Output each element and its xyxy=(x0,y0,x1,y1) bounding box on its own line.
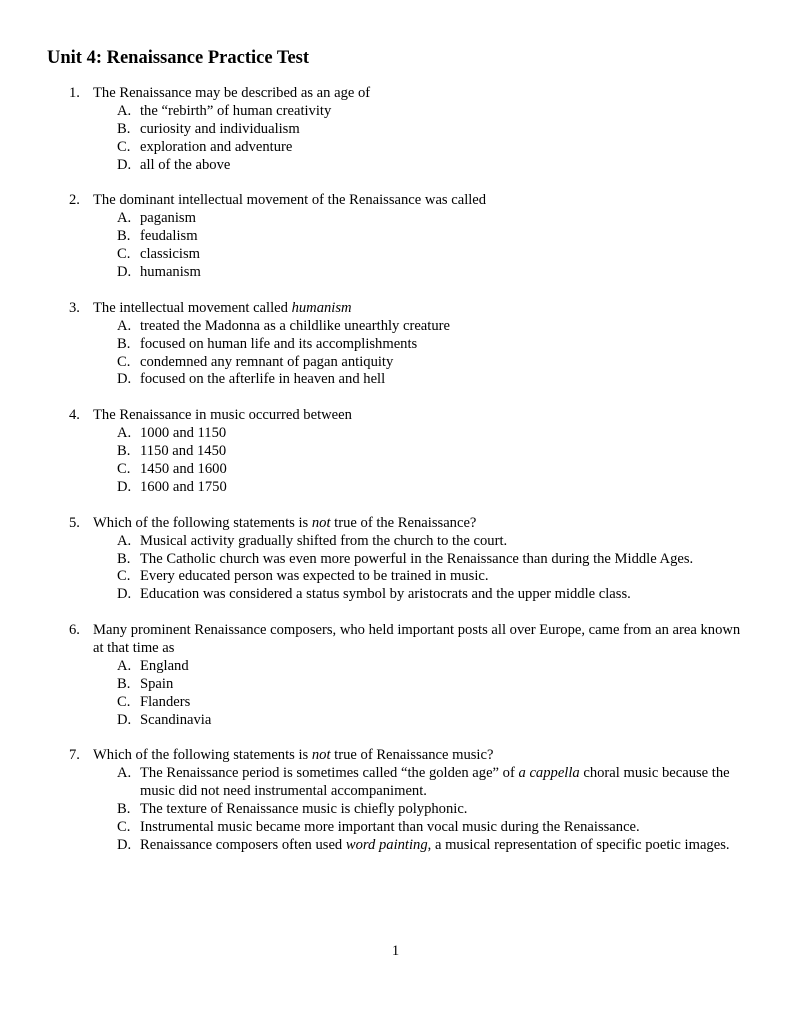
option-text xyxy=(140,479,740,497)
option-text xyxy=(140,246,740,264)
option-letter: B. xyxy=(117,335,131,352)
option-text xyxy=(140,568,740,586)
answer-option xyxy=(0,157,791,175)
answer-option xyxy=(0,801,791,819)
option-letter: B. xyxy=(117,228,131,245)
question-item xyxy=(0,622,791,729)
text-run: 1000 and 1150 xyxy=(140,425,227,442)
text-run: curiosity and individualism xyxy=(140,120,300,137)
page-number: 1 xyxy=(391,943,400,959)
option-text xyxy=(140,586,740,604)
option-letter: A. xyxy=(117,210,132,227)
text-run: classicism xyxy=(140,246,200,263)
question-number: 2. xyxy=(69,192,80,209)
answer-option xyxy=(0,479,791,497)
text-run: condemned any remnant of pagan antiquity xyxy=(140,353,394,370)
option-text xyxy=(140,371,740,389)
answer-option xyxy=(0,819,791,837)
text-run: 1600 and 1750 xyxy=(140,478,227,495)
text-run: Education was considered a status symbol by aristocrats and the upper middle class. xyxy=(140,586,631,603)
answer-option xyxy=(0,712,791,730)
question-item xyxy=(0,300,791,390)
option-list xyxy=(0,103,791,175)
option-text xyxy=(140,139,740,157)
option-text xyxy=(140,264,740,282)
text-run: Renaissance composers often used xyxy=(140,836,346,853)
option-text xyxy=(140,676,740,694)
text-run: The dominant intellectual movement of the Renaissance was called xyxy=(93,192,487,209)
option-text xyxy=(140,228,740,246)
answer-option xyxy=(0,694,791,712)
text-run: all of the above xyxy=(140,156,231,173)
option-letter: B. xyxy=(117,443,131,460)
question-item xyxy=(0,515,791,605)
question-stem xyxy=(93,747,743,765)
option-letter: C. xyxy=(117,819,131,836)
option-letter: D. xyxy=(117,836,132,853)
text-run: The Renaissance may be described as an age of xyxy=(93,85,371,101)
text-run: The Catholic church was even more powerful in the Renaissance than during the Middle Ages. xyxy=(140,550,694,567)
question-stem xyxy=(93,515,743,533)
answer-option xyxy=(0,586,791,604)
text-run: true of the Renaissance? xyxy=(330,514,477,531)
answer-option xyxy=(0,658,791,676)
option-letter: A. xyxy=(117,657,132,674)
option-letter: C. xyxy=(117,460,131,477)
option-letter: C. xyxy=(117,693,131,710)
option-text xyxy=(140,461,740,479)
answer-option xyxy=(0,371,791,389)
option-text xyxy=(140,210,740,228)
text-run: true of Renaissance music? xyxy=(330,747,494,764)
option-letter: A. xyxy=(117,102,132,119)
text-run: feudalism xyxy=(140,228,198,245)
text-run: Musical activity gradually shifted from the church to the court. xyxy=(140,532,508,549)
option-list xyxy=(0,425,791,497)
italic-text-run: humanism xyxy=(291,299,352,316)
italic-text-run: word painting xyxy=(345,836,428,853)
answer-option xyxy=(0,765,791,801)
answer-option xyxy=(0,121,791,139)
answer-option xyxy=(0,139,791,157)
text-run: focused on the afterlife in heaven and hell xyxy=(140,371,386,388)
text-run: The Renaissance period is sometimes called “the golden age” of xyxy=(140,765,519,782)
option-letter: D. xyxy=(117,711,132,728)
option-text xyxy=(140,121,740,139)
text-run: Spain xyxy=(140,675,174,692)
answer-option xyxy=(0,264,791,282)
option-text xyxy=(140,425,740,443)
text-run: The intellectual movement called xyxy=(93,299,292,316)
option-letter: B. xyxy=(117,120,131,137)
answer-option xyxy=(0,425,791,443)
text-run: the “rebirth” of human creativity xyxy=(140,102,332,119)
answer-option xyxy=(0,837,791,855)
option-list xyxy=(0,210,791,282)
text-run: humanism xyxy=(140,264,201,281)
text-run: Instrumental music became more important than vocal music during the Renaissance. xyxy=(140,819,640,836)
answer-option xyxy=(0,676,791,694)
question-item xyxy=(0,192,791,282)
option-letter: B. xyxy=(117,801,131,818)
text-run: Which of the following statements is xyxy=(93,747,312,764)
option-text xyxy=(140,336,740,354)
text-run: paganism xyxy=(140,210,196,227)
italic-text-run: not xyxy=(311,514,331,531)
text-run: Scandinavia xyxy=(140,711,212,728)
answer-option xyxy=(0,443,791,461)
option-letter: D. xyxy=(117,264,132,281)
question-list xyxy=(0,85,791,873)
text-run: exploration and adventure xyxy=(140,138,293,155)
text-run: 1450 and 1600 xyxy=(140,460,227,477)
answer-option xyxy=(0,551,791,569)
page-title: Unit 4: Renaissance Practice Test xyxy=(47,48,310,68)
option-letter: C. xyxy=(117,138,131,155)
answer-option xyxy=(0,336,791,354)
answer-option xyxy=(0,354,791,372)
question-stem xyxy=(93,407,743,425)
option-text xyxy=(140,801,740,819)
option-letter: C. xyxy=(117,353,131,370)
answer-option xyxy=(0,246,791,264)
option-text xyxy=(140,694,740,712)
question-number: 6. xyxy=(69,622,80,639)
option-text xyxy=(140,551,740,569)
text-run: England xyxy=(140,657,189,674)
option-letter: B. xyxy=(117,675,131,692)
italic-text-run: not xyxy=(311,747,331,764)
option-text xyxy=(140,443,740,461)
answer-option xyxy=(0,103,791,121)
option-letter: C. xyxy=(117,246,131,263)
option-text xyxy=(140,533,740,551)
question-stem xyxy=(93,192,743,210)
option-letter: D. xyxy=(117,156,132,173)
option-text xyxy=(140,658,740,676)
question-stem xyxy=(93,300,743,318)
answer-option xyxy=(0,533,791,551)
answer-option xyxy=(0,210,791,228)
option-text xyxy=(140,712,740,730)
option-text xyxy=(140,157,740,175)
text-run: choral music because the music did not need instrumental accompaniment. xyxy=(140,765,730,800)
text-run: Many prominent Renaissance composers, who held important posts all over Europe, came from an area known at that time as xyxy=(93,622,741,657)
option-letter: A. xyxy=(117,765,132,782)
option-letter: D. xyxy=(117,371,132,388)
question-number: 7. xyxy=(69,747,80,764)
question-number: 4. xyxy=(69,407,80,424)
text-run: Every educated person was expected to be trained in music. xyxy=(140,568,489,585)
question-item xyxy=(0,85,791,175)
answer-option xyxy=(0,318,791,336)
option-list xyxy=(0,318,791,390)
option-letter: B. xyxy=(117,550,131,567)
question-number: 3. xyxy=(69,299,80,316)
option-list xyxy=(0,765,791,855)
question-stem xyxy=(93,85,743,103)
italic-text-run: a cappella xyxy=(518,765,580,782)
option-letter: A. xyxy=(117,532,132,549)
answer-option xyxy=(0,461,791,479)
option-list xyxy=(0,658,791,730)
option-letter: D. xyxy=(117,478,132,495)
option-text xyxy=(140,354,740,372)
answer-option xyxy=(0,568,791,586)
option-letter: A. xyxy=(117,317,132,334)
question-item xyxy=(0,747,791,854)
question-number: 1. xyxy=(69,85,80,101)
text-run: treated the Madonna as a childlike unearthly creature xyxy=(140,317,450,334)
answer-option xyxy=(0,228,791,246)
option-text xyxy=(140,819,740,837)
option-letter: D. xyxy=(117,586,132,603)
option-list xyxy=(0,533,791,605)
option-letter: C. xyxy=(117,568,131,585)
option-letter: A. xyxy=(117,425,132,442)
text-run: Flanders xyxy=(140,693,191,710)
text-run: Which of the following statements is xyxy=(93,514,312,531)
option-text xyxy=(140,765,740,801)
option-text xyxy=(140,318,740,336)
text-run: , a musical representation of specific poetic images. xyxy=(427,836,730,853)
option-text xyxy=(140,837,740,855)
text-run: The texture of Renaissance music is chiefly polyphonic. xyxy=(140,801,468,818)
text-run: The Renaissance in music occurred between xyxy=(93,407,352,424)
option-text xyxy=(140,103,740,121)
text-run: 1150 and 1450 xyxy=(140,443,227,460)
text-run: focused on human life and its accomplishments xyxy=(140,335,418,352)
question-stem xyxy=(93,622,743,658)
question-item xyxy=(0,407,791,497)
question-number: 5. xyxy=(69,514,80,531)
